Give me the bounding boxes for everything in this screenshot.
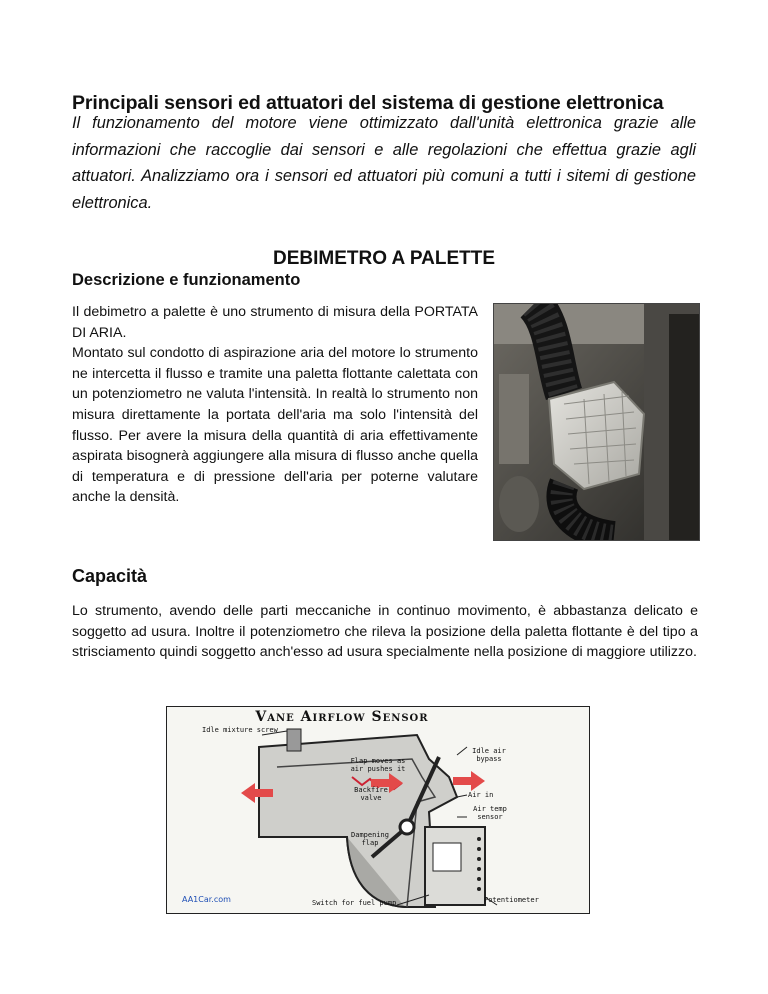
- label-idle-mixture: Idle mixture screw: [202, 726, 278, 734]
- label-air-temp: Air temp sensor: [473, 805, 507, 821]
- capacity-text: Lo strumento, avendo delle parti meccaniche in continuo movimento, è abbastanza delicato e soggetto ad usura. Inoltre il potenziometro che rileva la posizione della paletta flottante è del tipo a strisciamento quindi soggetto anch'esso ad usura specialmente nella posizione di maggiore utilizzo.: [72, 603, 698, 661]
- engine-photo: [493, 303, 700, 541]
- description-text: [72, 302, 478, 508]
- label-flap-moves: Flap moves as air pushes it: [350, 757, 406, 773]
- vane-airflow-drawing: [167, 707, 589, 913]
- description-paragraph-2: Montato sul condotto di aspirazione aria del motore lo strumento ne intercetta il flusso e tramite una paletta flottante calettata con un potenziometro ne valuta l'intensità. In realtà lo strumento non misura direttamente la portata dell'aria ma solo l'intensità del flusso. Per avere la misura della quantità di aria effettivamente aspirata bisognerà aggiungere alla misura di flusso anche quella di temperatura e di pressione dell'aria per poterne valutare anche la densità.: [72, 345, 478, 506]
- intro-paragraph: Il funzionamento del motore viene ottimizzato dall'unità elettronica grazie alle informazioni che raccoglie dai sensori e alle regolazioni che effettua grazie agli attuatori. Analizziamo ora i sensori ed attuatori più comuni a tutti i sitemi di gestione elettronica.: [72, 114, 696, 212]
- label-dampening: Dampening flap: [351, 831, 389, 847]
- diagram-title: Vane Airflow Sensor: [255, 709, 429, 725]
- section-title: DEBIMETRO A PALETTE: [272, 248, 496, 269]
- label-switch: Switch for fuel pump: [312, 899, 397, 907]
- diagram-wordmark: AA1Car.com: [182, 895, 231, 904]
- label-potentiometer: Potentiometer: [484, 896, 539, 904]
- capacity-heading: Capacità: [72, 566, 148, 586]
- engine-photo-illustration: [494, 304, 699, 540]
- vane-airflow-diagram: [166, 706, 590, 914]
- label-backfire: Backfire valve: [354, 786, 388, 802]
- document-title: Principali sensori ed attuatori del sistema di gestione elettronica: [72, 92, 664, 114]
- label-air-in: Air in: [468, 791, 494, 799]
- description-paragraph-1: Il debimetro a palette è uno strumento di misura della PORTATA DI ARIA.: [72, 304, 478, 341]
- label-idle-air: Idle air bypass: [472, 747, 506, 763]
- description-heading: Descrizione e funzionamento: [72, 271, 301, 289]
